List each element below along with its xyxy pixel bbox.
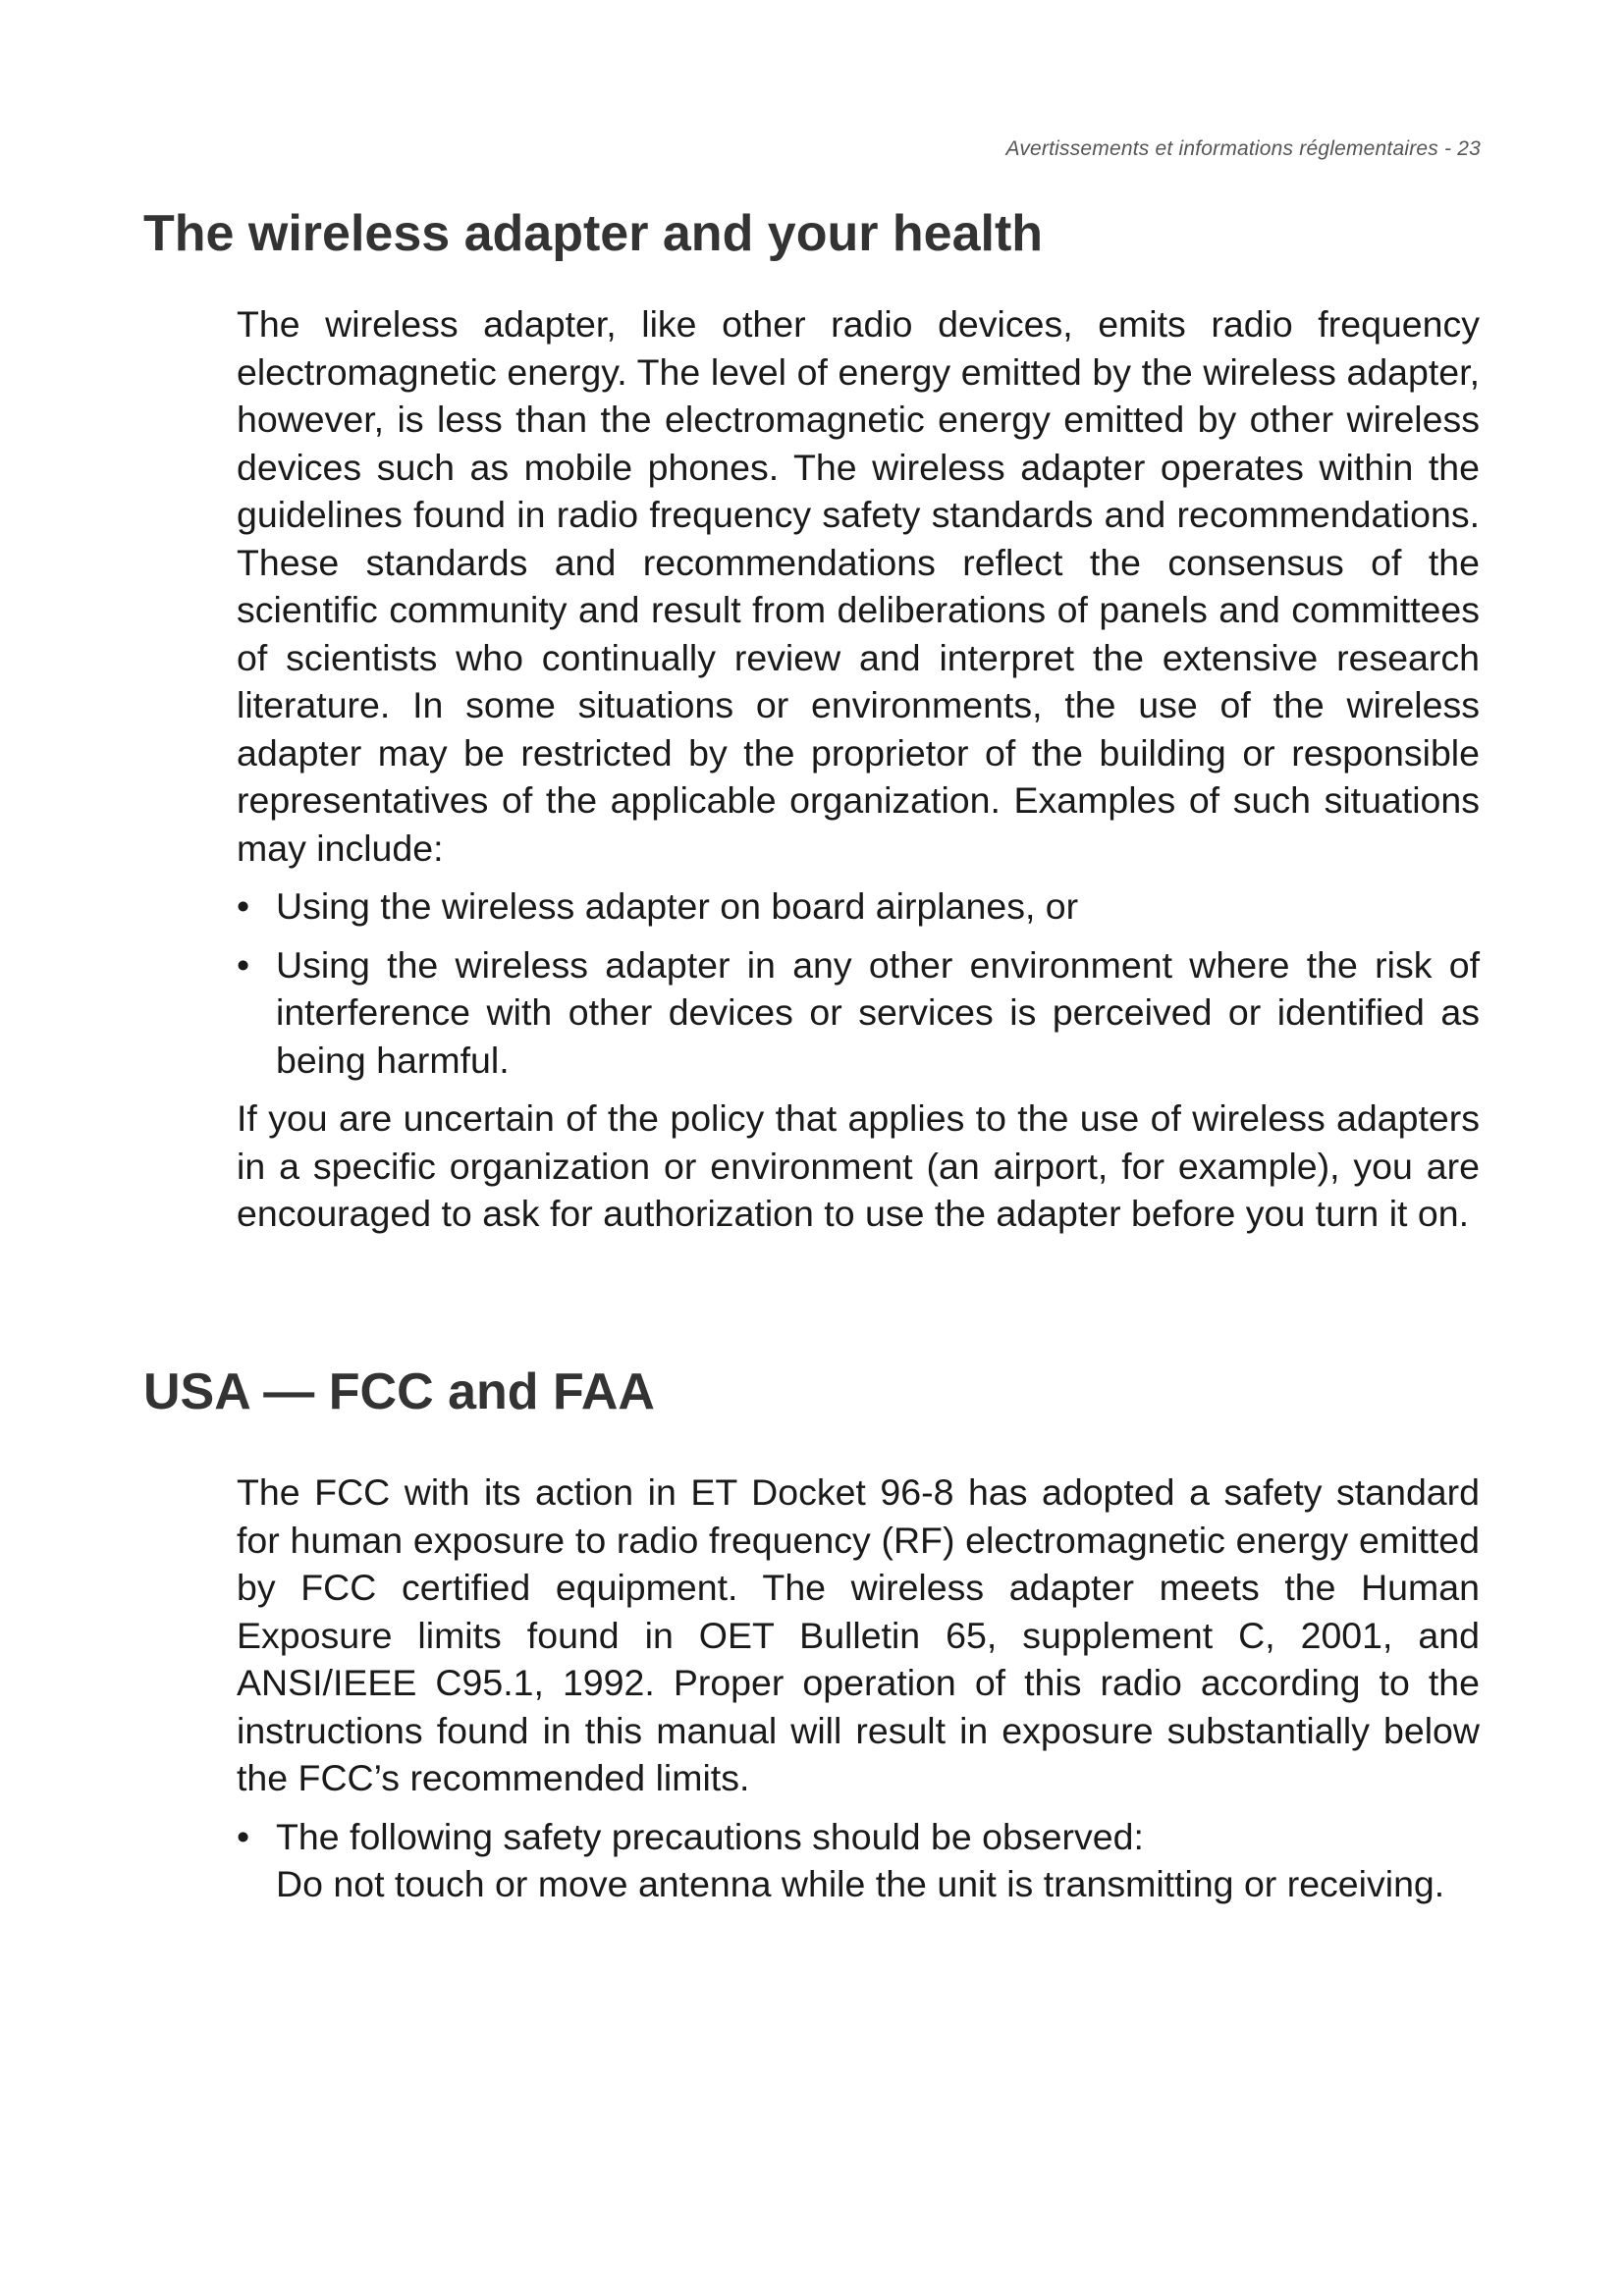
list-item-text: Using the wireless adapter on board airplanes, or <box>276 885 1079 927</box>
bullet-icon: • <box>237 943 250 986</box>
list-item-text: Using the wireless adapter in any other environment where the risk of interference with other devices or services is perceived or identified as being harmful. <box>276 943 1480 1081</box>
paragraph-fcc: The FCC with its action in ET Docket 96-8 has adopted a safety standard for human exposure to radio frequency (RF) electromagnetic energy emitted by FCC certified equipment. The wireless adapter meets the Human Exposure limits found in OET Bulletin 65, supplement C, 2001, and ANSI/IEEE C95.1, 1992. Proper operation of this radio according to the instructions found in this manual will result in exposure substantially below the FCC’s recommended limits. <box>237 1471 1480 1798</box>
bullet-list-situations <box>237 882 1480 1084</box>
list-item <box>237 1813 1480 1908</box>
paragraph-closing: If you are uncertain of the policy that applies to the use of wireless adapters in a specific organization or environment (an airport, for example), you are encouraged to ask for authorization to use the adapter before you turn it on. <box>237 1097 1480 1234</box>
section-title-fcc-faa: USA — FCC and FAA <box>143 1363 655 1420</box>
section-body-wireless-health <box>237 300 1480 1249</box>
list-item-note: Do not touch or move antenna while the unit is transmitting or receiving. <box>276 1863 1445 1904</box>
bullet-list-precautions <box>237 1813 1480 1908</box>
running-header: Avertissements et informations réglementaires - 23 <box>1005 137 1481 160</box>
list-item <box>237 882 1480 931</box>
list-item-text: The following safety precautions should be observed: <box>276 1815 1144 1857</box>
paragraph-intro: The wireless adapter, like other radio devices, emits radio frequency electromagnetic energy. The level of energy emitted by the wireless adapter, however, is less than the electromagnetic energy emitted by other wireless devices such as mobile phones. The wireless adapter operates within the guidelines found in radio frequency safety standards and recommendations. These standards and recommendations reflect the consensus of the scientific community and result from deliberations of panels and committees of scientists who continually review and interpret the extensive research literature. In some situations or environments, the use of the wireless adapter may be restricted by the proprietor of the building or responsible representatives of the applicable organization. Examples of such situations may include: <box>237 303 1480 869</box>
bullet-icon: • <box>237 885 250 927</box>
bullet-icon: • <box>237 1815 250 1857</box>
list-item <box>237 941 1480 1085</box>
section-title-wireless-health: The wireless adapter and your health <box>143 205 1044 262</box>
section-body-fcc-faa <box>237 1468 1480 1919</box>
